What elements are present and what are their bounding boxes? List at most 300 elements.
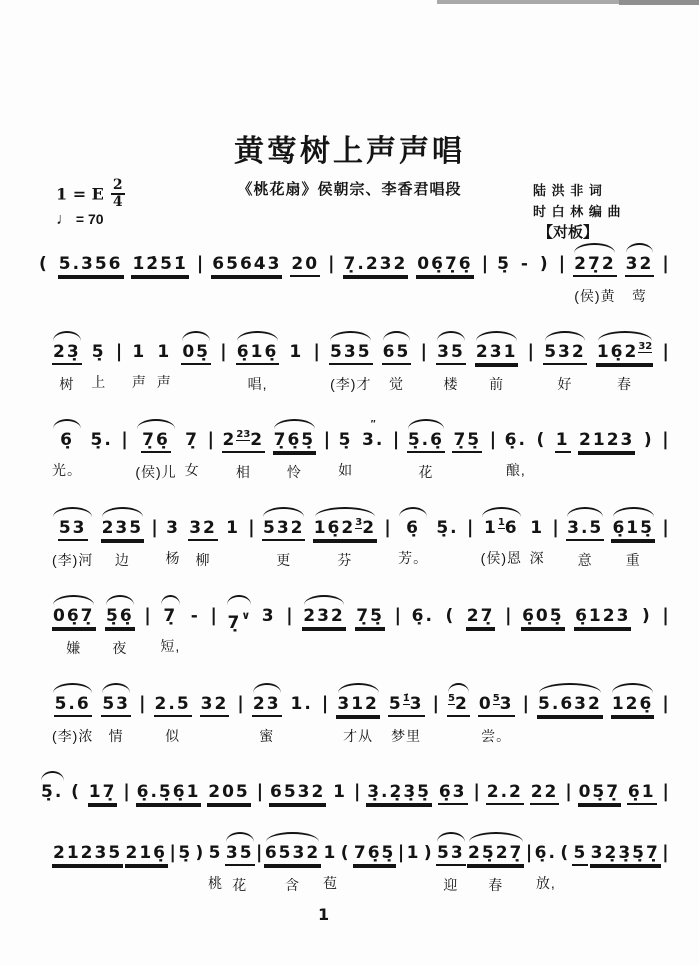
note-group — [332, 771, 348, 803]
note-group — [40, 771, 64, 803]
lyric-text: 更 — [276, 552, 292, 568]
lyric-text: 放, — [535, 875, 556, 891]
note-group — [361, 419, 385, 451]
scan-artifact-strip-dark — [619, 0, 699, 5]
note-group — [411, 595, 435, 627]
note-group — [530, 771, 560, 805]
note-top-spacer — [343, 243, 409, 253]
lyric-text: 春 — [488, 877, 504, 893]
lyric-text: 上 — [91, 374, 107, 390]
note-digits: 7̣6̣5̣ — [273, 429, 317, 453]
note-group — [188, 507, 218, 570]
note-digits: 532 — [543, 341, 587, 365]
note-digits: 05̣ — [181, 341, 211, 365]
slur-arc — [262, 507, 306, 517]
note-group — [136, 771, 202, 805]
lyric-text: 如 — [338, 462, 354, 478]
slur-arc — [475, 331, 519, 341]
breath-mark: ∨ — [241, 609, 251, 622]
composer-credit: 时 白 林 编 曲 — [533, 203, 622, 219]
note-digits: 25̣27̣ — [467, 842, 524, 866]
note-top-spacer — [338, 419, 354, 429]
note-group — [543, 331, 587, 394]
note-group — [447, 683, 470, 717]
slur-curve — [437, 331, 465, 341]
bar-line: | — [169, 842, 176, 863]
note-digits: 5̣ — [178, 843, 193, 863]
note-top-spacer — [478, 683, 515, 693]
note-group — [534, 832, 558, 893]
note-group — [52, 331, 82, 394]
note-group — [131, 243, 188, 277]
note-digits: 6̣3 — [438, 781, 468, 805]
note-digits: 1 — [333, 782, 347, 802]
note-top-spacer — [195, 832, 207, 842]
slur-arc — [52, 331, 82, 341]
note-top-spacer — [208, 832, 224, 842]
note-top-spacer — [177, 832, 193, 842]
lyric-text: (李)才 — [330, 376, 372, 392]
note-group — [481, 507, 522, 568]
note-digits: ) — [423, 843, 434, 863]
note-digits: 6̣. — [411, 606, 434, 626]
note-digits: 1 — [157, 342, 172, 362]
lyric-text: 迎 — [443, 877, 459, 893]
note-digits: $2^{23}2$ — [222, 429, 266, 453]
note-digits: 53 — [58, 517, 88, 541]
ornament-mark: ″ — [370, 419, 376, 430]
note-digits: 7̣5̣ — [355, 605, 385, 629]
note-digits: ) — [643, 430, 654, 450]
bar-line: | — [237, 693, 244, 714]
note-group — [264, 832, 321, 895]
note-top-spacer — [438, 771, 468, 781]
lyric-text: 好 — [557, 376, 573, 392]
note-group — [627, 771, 657, 805]
note-digits: ( — [39, 254, 49, 274]
note-group — [135, 419, 176, 482]
note-digits: 65 — [382, 341, 412, 365]
note-group — [105, 595, 135, 658]
bar-line: | — [313, 341, 320, 362]
note-top-spacer — [411, 595, 435, 605]
slur-arc — [447, 683, 470, 693]
note-top-spacer — [131, 243, 188, 253]
lyric-text: 重 — [625, 552, 641, 568]
note-digits: 6̣ — [60, 430, 74, 450]
note-top-spacer — [91, 331, 107, 341]
note-group — [452, 419, 482, 453]
note-digits: 235 — [101, 517, 145, 541]
bar-line: | — [662, 842, 669, 863]
bar-line: | — [432, 693, 440, 714]
note-group — [611, 507, 655, 570]
slur-arc — [336, 683, 380, 693]
note-digits: 6̣15̣ — [611, 517, 655, 541]
bar-line: | — [323, 429, 331, 450]
lyric-text: 情 — [108, 728, 124, 744]
note-top-spacer — [89, 419, 113, 429]
note-top-spacer — [641, 595, 653, 605]
note-group — [574, 595, 631, 629]
lyric-text: 春 — [617, 376, 633, 392]
slur-curve — [612, 683, 653, 693]
note-group — [211, 243, 282, 277]
slur-curve — [53, 419, 81, 429]
tempo-marking — [56, 211, 104, 229]
slur-curve — [274, 419, 315, 429]
note-top-spacer — [52, 832, 123, 842]
note-digits: 1. — [290, 694, 313, 714]
slur-curve — [482, 507, 521, 517]
bar-line: | — [662, 341, 669, 362]
note-group — [262, 507, 306, 570]
slur-curve — [304, 595, 345, 605]
lyric-text: 唱, — [247, 376, 268, 392]
bar-line: | — [207, 429, 215, 450]
music-line-8 — [0, 832, 699, 895]
lyric-text: 边 — [114, 552, 130, 568]
bar-line: | — [662, 693, 669, 714]
note-digits: 5̣ — [91, 342, 106, 362]
note-digits: 1 — [530, 518, 545, 538]
slur-curve — [399, 507, 427, 517]
note-group — [435, 507, 459, 539]
note-digits: 6̣05̣ — [521, 605, 565, 629]
slur-curve — [182, 331, 210, 341]
slur-curve — [237, 331, 278, 341]
note-group — [190, 595, 201, 627]
lyricist-credit: 陆 洪 非 词 — [533, 183, 603, 198]
slur-arc — [329, 331, 373, 341]
note-group — [539, 243, 551, 275]
slur-arc — [625, 243, 655, 253]
note-top-spacer — [136, 771, 202, 781]
note-digits: 6̣ — [406, 518, 420, 538]
note-group — [596, 331, 653, 394]
slur-arc — [236, 331, 280, 341]
slur-curve — [315, 507, 375, 517]
note-digits: $^5$2 — [447, 693, 470, 717]
bar-line: | — [353, 781, 361, 802]
note-digits: 6̣1 — [627, 781, 657, 805]
bar-line: | — [286, 605, 293, 626]
lyric-text: 芳。 — [398, 550, 429, 566]
bar-line: | — [196, 253, 204, 274]
lyric-text: 桃 — [208, 875, 224, 891]
bar-line: | — [489, 429, 497, 450]
note-digits: 21235 — [52, 842, 123, 866]
note-digits: $1^16$ — [483, 517, 519, 538]
slur-arc — [264, 832, 321, 842]
note-group — [566, 507, 604, 570]
note-top-spacer — [466, 595, 496, 605]
note-digits: 1 — [289, 342, 304, 362]
slur-curve — [266, 832, 320, 842]
lyric-text: (李)浓 — [52, 728, 94, 744]
note-group — [467, 832, 524, 895]
note-top-spacer — [225, 507, 241, 517]
grace-note: 1̇ — [402, 693, 410, 704]
note-group — [88, 771, 118, 805]
slur-curve — [53, 507, 92, 517]
note-group — [521, 595, 565, 629]
note-digits: 7̣5̣ — [452, 429, 482, 453]
slur-arc — [611, 683, 655, 693]
note-digits: 5̣. — [90, 430, 113, 450]
note-digits: 1 — [323, 843, 338, 863]
slur-curve — [567, 507, 603, 517]
note-digits: 1 — [555, 429, 571, 453]
slur-arc — [101, 683, 131, 693]
note-group — [625, 243, 655, 306]
note-digits: ( — [71, 782, 81, 802]
bar-line: | — [210, 605, 217, 626]
lyric-text: 深 — [529, 550, 545, 566]
slur-curve — [539, 683, 601, 693]
bar-line: | — [384, 517, 391, 538]
note-digits: 7̣ — [185, 430, 199, 450]
lyric-text: 蜜 — [259, 728, 275, 744]
note-digits: 3.5 — [566, 517, 604, 541]
slur-arc — [160, 595, 180, 605]
note-group — [52, 419, 82, 480]
note-digits: 6̣.5̣6̣1 — [136, 781, 202, 805]
note-group — [181, 331, 211, 365]
note-top-spacer — [534, 832, 558, 842]
slur-arc — [573, 243, 617, 253]
bar-line: | — [662, 429, 669, 450]
note-digits: 2.5 — [154, 693, 192, 717]
note-top-spacer — [184, 419, 200, 429]
note-top-spacer — [211, 243, 282, 253]
note-top-spacer — [261, 595, 277, 605]
note-group — [52, 832, 123, 866]
note-group — [436, 331, 466, 394]
note-top-spacer — [406, 832, 422, 842]
note-digits: 23 — [252, 693, 282, 717]
note-group — [643, 419, 655, 451]
note-top-spacer — [70, 771, 82, 781]
slur-curve — [106, 595, 134, 605]
slur-arc — [273, 419, 317, 429]
note-digits: 76̣5̣ — [353, 842, 397, 866]
note-digits: 3̣.2̣3̣5̣ — [366, 781, 432, 805]
lyric-text: (侯)恩 — [480, 550, 522, 566]
note-group — [398, 507, 428, 568]
note-group — [529, 507, 545, 568]
lyric-text: 花 — [418, 464, 434, 480]
note-digits: 06̣7̣6̣ — [416, 253, 473, 277]
note-top-spacer — [555, 419, 571, 429]
slur-curve — [469, 832, 523, 842]
slur-arc — [436, 331, 466, 341]
bar-line: | — [255, 842, 263, 863]
note-digits: 7̣.232 — [343, 253, 409, 277]
song-title: 黄莺树上声声唱 — [234, 135, 465, 168]
note-top-spacer — [290, 683, 314, 693]
slur-curve — [574, 243, 615, 253]
slur-arc — [481, 507, 522, 517]
lyric-text: 光。 — [52, 462, 82, 478]
lyric-text: 短, — [160, 638, 181, 654]
note-group — [478, 683, 515, 746]
note-top-spacer — [643, 419, 655, 429]
note-group — [382, 331, 412, 394]
bar-line: | — [473, 781, 480, 802]
bar-line: | — [138, 693, 146, 714]
note-digits: $5^{1̇}3$ — [388, 693, 425, 717]
note-top-spacer — [332, 771, 348, 781]
note-digits: 5.632 — [537, 693, 603, 717]
note-digits: 7̣∨ — [227, 609, 251, 633]
bar-line: | — [328, 253, 335, 274]
note-top-spacer — [535, 419, 547, 429]
note-digits: 5̣ — [338, 430, 353, 450]
note-group — [290, 683, 314, 715]
lyric-text: 莺 — [631, 288, 647, 304]
note-group — [222, 419, 266, 482]
note-group — [520, 243, 531, 275]
note-group — [444, 595, 456, 627]
note-group — [475, 331, 519, 394]
slur-curve — [408, 419, 444, 429]
slur-arc — [252, 683, 282, 693]
bar-line: | — [466, 517, 474, 538]
lyric-text: (侯)黄 — [574, 288, 616, 304]
note-group — [611, 683, 655, 717]
bar-line: | — [144, 605, 151, 626]
note-group — [496, 243, 512, 275]
note-group — [313, 507, 377, 570]
note-digits: 32 — [625, 253, 655, 277]
slur-arc — [467, 832, 524, 842]
lyric-text: 楼 — [443, 376, 459, 392]
note-digits: 231 — [475, 341, 519, 365]
slur-curve — [53, 331, 81, 341]
slur-curve — [137, 419, 176, 429]
note-digits: 20 — [290, 253, 320, 277]
note-digits: ( — [536, 430, 547, 450]
slur-curve — [383, 331, 411, 341]
slur-arc — [226, 595, 251, 605]
note-digits: 5̣ — [497, 254, 511, 274]
lyric-text: 尝。 — [481, 728, 512, 744]
note-top-spacer — [154, 683, 192, 693]
note-top-spacer — [416, 243, 473, 253]
note-group — [52, 683, 93, 746]
slur-curve — [545, 331, 586, 341]
note-digits: 5̣. — [436, 518, 459, 538]
note-top-spacer — [222, 419, 266, 429]
note-top-spacer — [559, 832, 571, 842]
note-digits: 05̣7̣ — [578, 781, 622, 805]
note-digits: 5̣6̣ — [105, 605, 135, 629]
music-line-2 — [0, 331, 699, 394]
slur-curve — [41, 771, 64, 781]
note-group — [423, 832, 435, 864]
note-top-spacer — [353, 832, 397, 842]
slur-curve — [448, 683, 469, 693]
note-group — [125, 832, 169, 866]
note-group — [338, 419, 354, 480]
bar-line: | — [565, 781, 572, 802]
slur-arc — [302, 595, 346, 605]
note-digits: 6̣123 — [574, 605, 631, 629]
lyric-text: (李)河 — [52, 552, 94, 568]
note-group — [52, 507, 93, 570]
note-digits: 205 — [207, 781, 251, 805]
bar-line: | — [481, 253, 489, 274]
note-digits: 6̣16̣ — [236, 341, 280, 365]
slur-arc — [181, 331, 211, 341]
note-top-spacer — [323, 832, 339, 842]
bar-line: | — [662, 781, 669, 802]
bar-line: | — [321, 693, 329, 714]
note-top-spacer — [423, 832, 435, 842]
bar-line: | — [552, 517, 559, 538]
note-group — [226, 595, 251, 634]
song-subtitle: 《桃花扇》侯朝宗、李香君唱段 — [237, 181, 462, 198]
lyric-text: 含 — [284, 877, 300, 893]
lyric-text: 嫌 — [66, 640, 82, 656]
note-group — [131, 331, 147, 392]
note-digits: 5.356 — [58, 253, 124, 277]
slur-curve — [598, 331, 652, 341]
note-group — [225, 507, 241, 539]
note-digits: 7̣6̣ — [141, 429, 171, 453]
slur-curve — [263, 507, 304, 517]
note-top-spacer — [290, 243, 320, 253]
note-top-spacer — [207, 771, 251, 781]
note-top-spacer — [131, 331, 147, 341]
lyric-text: 花 — [232, 877, 248, 893]
note-digits: 53 — [436, 842, 466, 866]
note-digits: 2.2 — [486, 781, 524, 805]
note-digits: 6̣. — [534, 843, 557, 863]
grace-note: 23 — [236, 429, 251, 440]
bar-line: | — [392, 429, 400, 450]
note-digits: 5 — [572, 842, 588, 866]
note-top-spacer — [590, 832, 661, 842]
note-group — [91, 331, 107, 392]
note-digits: ) — [641, 606, 652, 626]
note-group — [273, 419, 317, 482]
key-label: 1 = E — [56, 184, 104, 204]
grace-note: 32 — [638, 341, 653, 352]
note-group — [160, 595, 180, 656]
slur-curve — [53, 683, 92, 693]
tempo-value: = 70 — [75, 211, 104, 227]
note-group — [486, 771, 524, 805]
note-group — [329, 331, 373, 394]
note-top-spacer — [366, 771, 432, 781]
bar-line: | — [525, 842, 533, 863]
slur-curve — [102, 683, 130, 693]
note-digits: $0^53$ — [478, 693, 515, 717]
slur-arc — [105, 595, 135, 605]
lyric-text: 女 — [184, 462, 200, 478]
note-top-spacer — [572, 832, 588, 842]
bar-line: | — [662, 605, 669, 626]
note-group — [355, 595, 385, 629]
note-digits: 5 — [208, 843, 223, 863]
lyric-text: 觉 — [388, 376, 404, 392]
slur-arc — [313, 507, 377, 517]
note-digits: 216̣ — [125, 842, 169, 866]
slur-arc — [52, 419, 82, 429]
slur-arc — [52, 507, 93, 517]
